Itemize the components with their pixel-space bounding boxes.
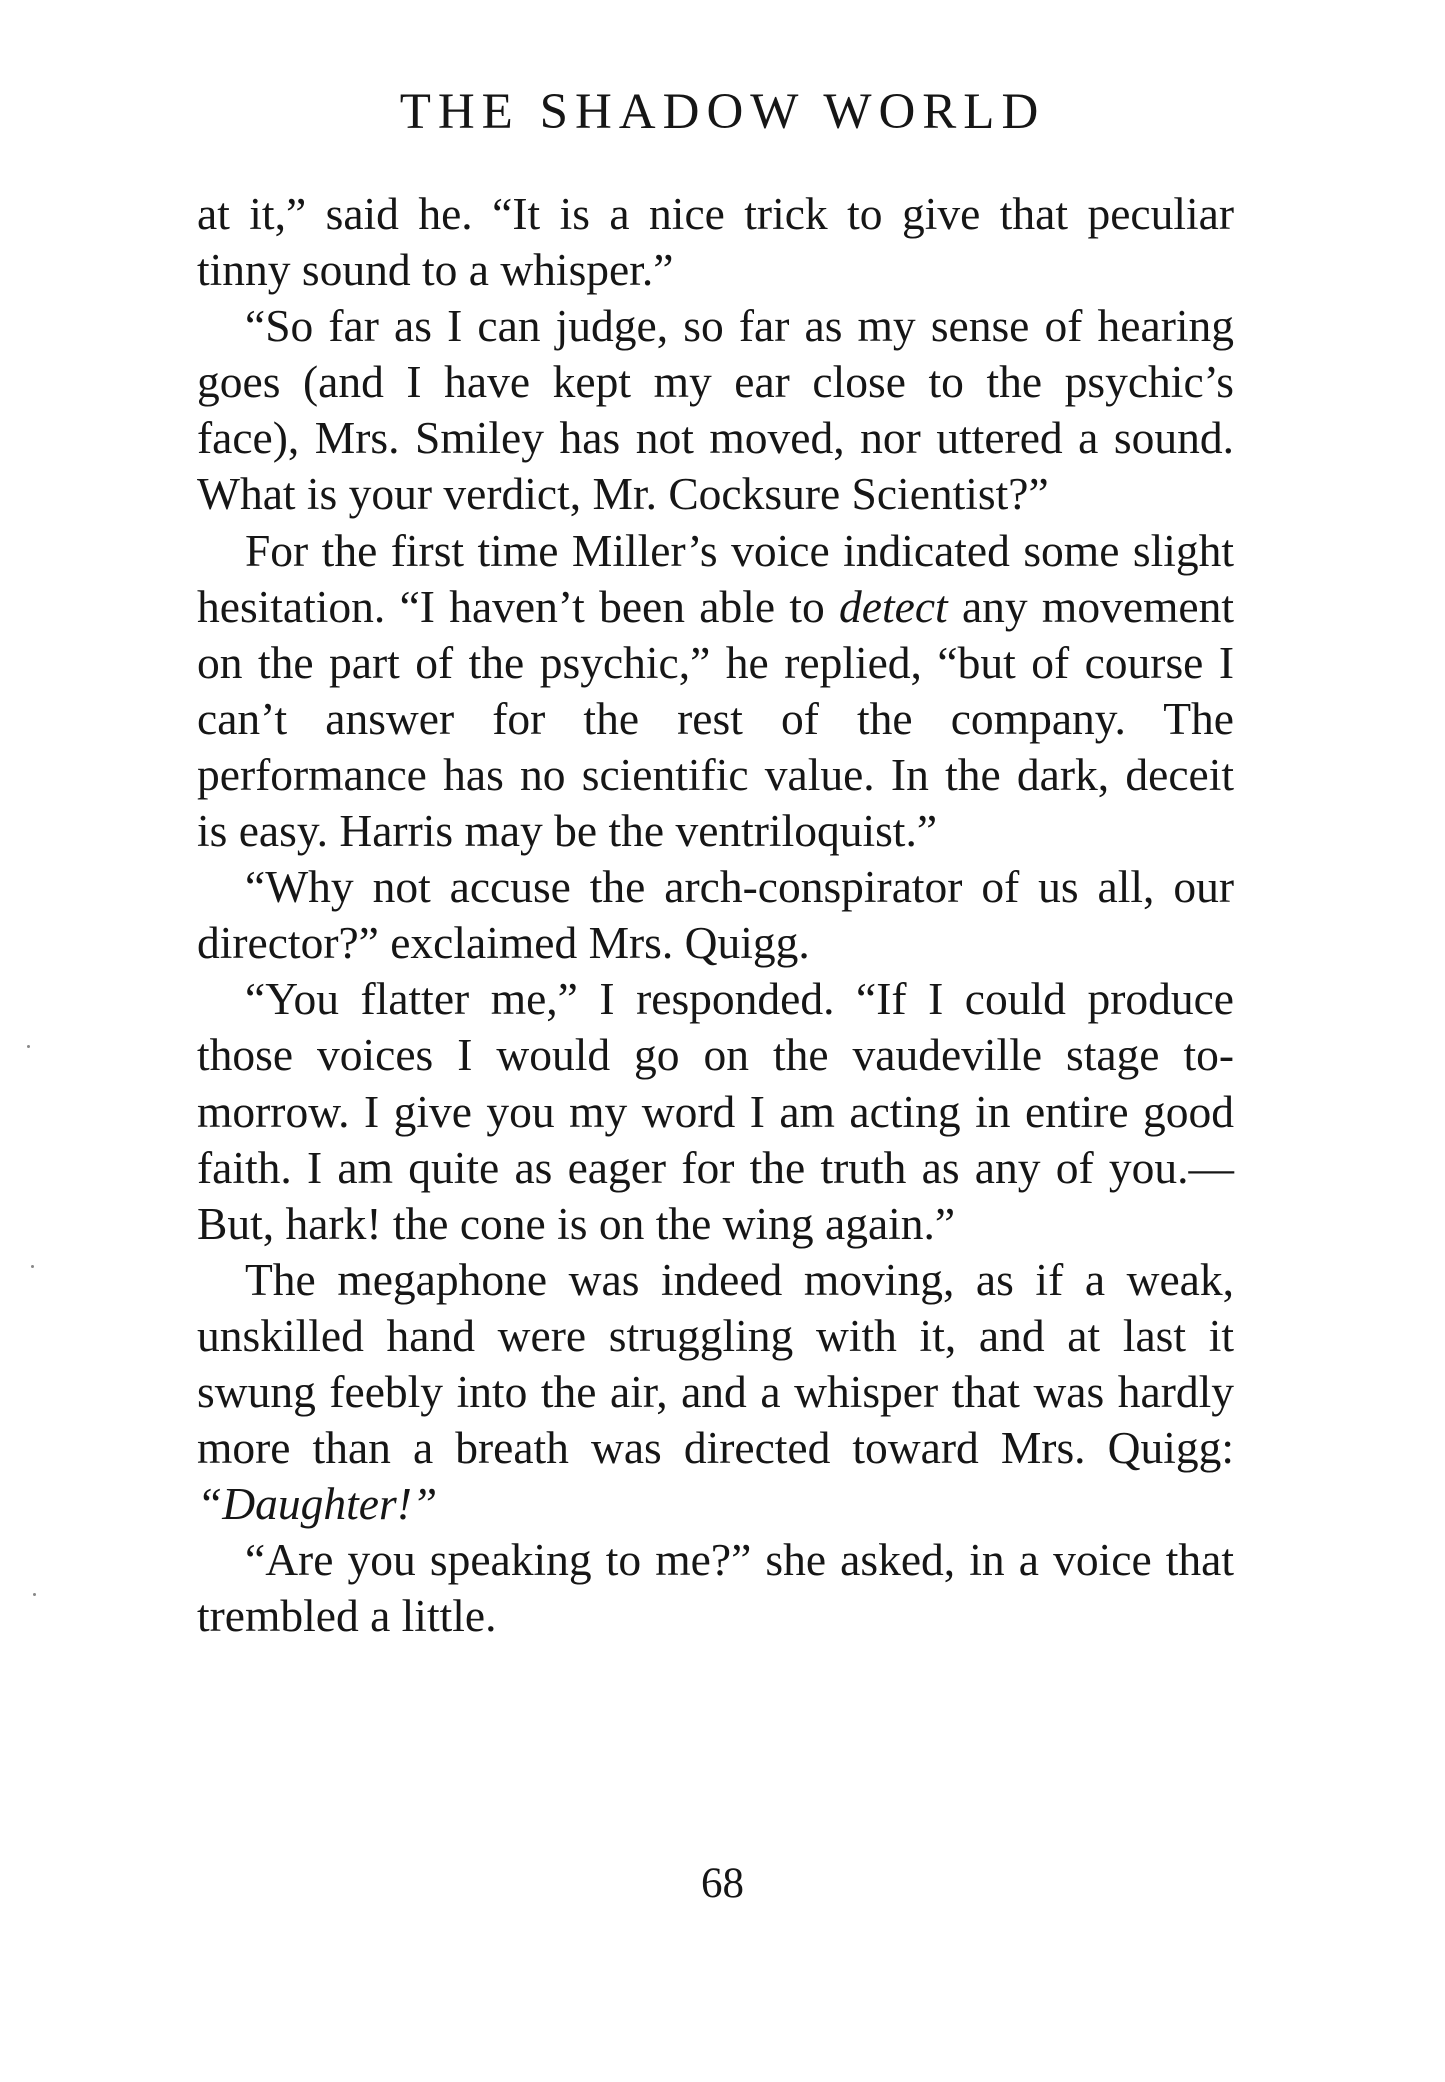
paragraph-text: “You flatter me,” I responded. “If I could produce those voices I would go on the vaudeville stage to-morrow. I give you my word I am acting in entire good faith. I am quite as eager for the truth as any of you.—But, hark! the cone is on the wing again.”	[197, 973, 1234, 1249]
paragraph	[197, 971, 1234, 1251]
paragraph-text: For the first time Miller’s voice indicated some slight hesitation. “I haven’t been able to	[197, 524, 1234, 632]
margin-speck	[27, 1045, 30, 1048]
paragraph-text: any movement on the part of the psychic,” he replied, “but of course I can’t answer for the rest of the company. The performance has no scientific value. In the dark, deceit is easy. Harris may be the ventriloquist.”	[197, 580, 1234, 857]
paragraph-text: at it,” said he. “It is a nice trick to give that peculiar tinny sound to a whisper.”	[197, 188, 1234, 296]
running-head: THE SHADOW WORLD	[399, 84, 1046, 140]
paragraph-text: “Are you speaking to me?” she asked, in a voice that trembled a little.	[197, 1534, 1234, 1642]
italic-word: detect	[839, 580, 948, 632]
paragraph-text: The megaphone was indeed moving, as if a weak, unskilled hand were struggling with it, and at last it swung feebly into the air, and a whisper that was hardly more than a breath was directed toward Mrs. Quigg:	[197, 1253, 1234, 1474]
paragraph	[197, 1252, 1234, 1532]
paragraph	[197, 859, 1234, 971]
margin-speck	[31, 1265, 34, 1268]
paragraph	[197, 523, 1234, 860]
paragraph	[197, 298, 1234, 522]
paragraph	[197, 1532, 1234, 1644]
paragraph-text: “So far as I can judge, so far as my sense of hearing goes (and I have kept my ear close to the psychic’s face), Mrs. Smiley has not moved, nor uttered a sound. What is your verdict, Mr. Cocksure Scientist?”	[197, 300, 1234, 520]
page-body	[197, 186, 1234, 1644]
paragraph	[197, 186, 1234, 298]
margin-speck	[33, 1593, 36, 1596]
italic-quote: “Daughter!”	[197, 1478, 438, 1530]
page-number: 68	[701, 1860, 744, 1907]
paragraph-text: “Why not accuse the arch-conspirator of us all, our director?” exclaimed Mrs. Quigg.	[197, 861, 1234, 969]
